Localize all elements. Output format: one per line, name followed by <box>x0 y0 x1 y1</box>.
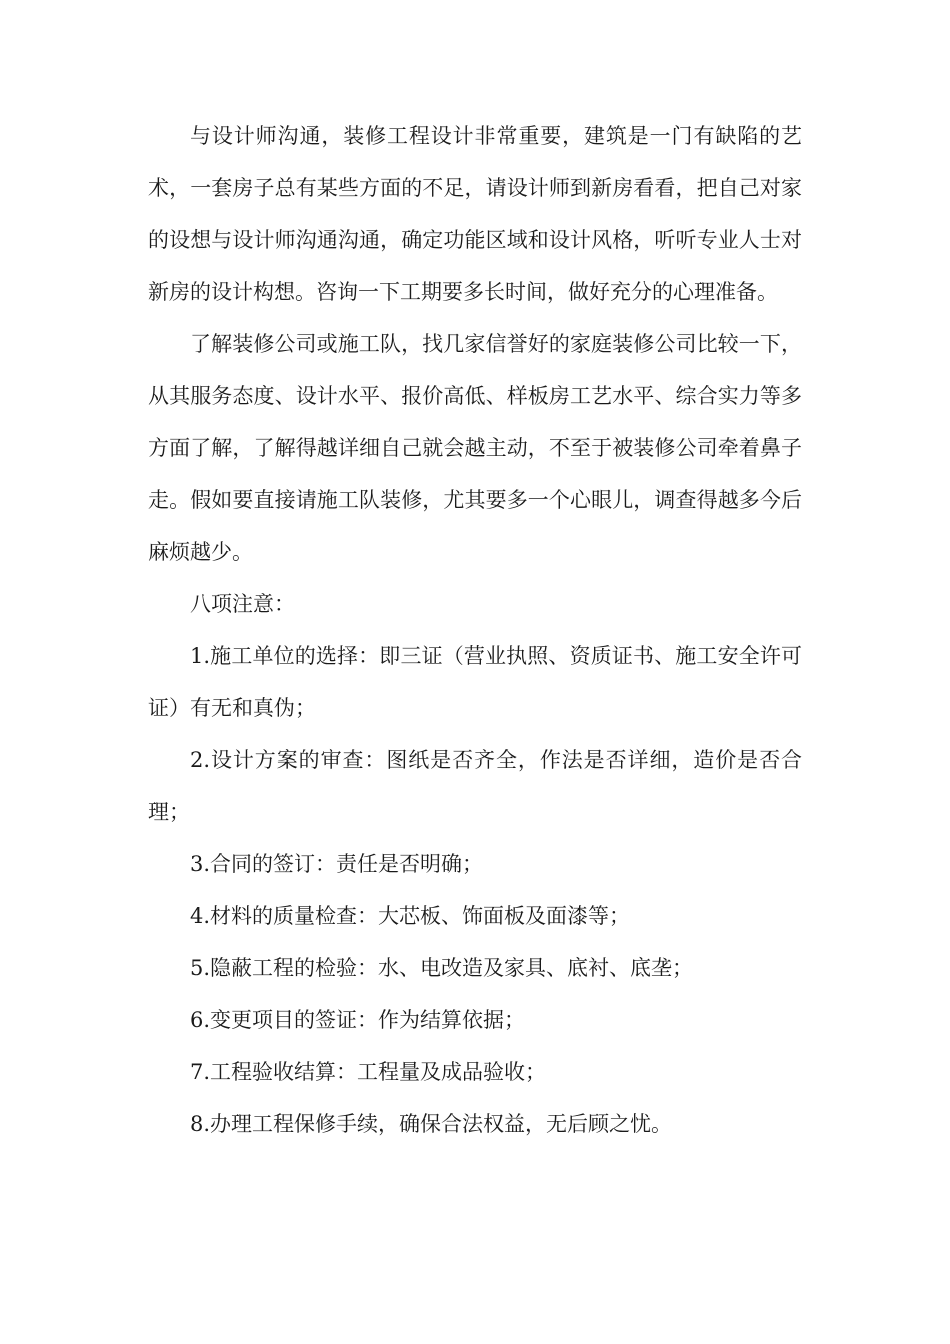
list-item-7: 7.工程验收结算：工程量及成品验收； <box>190 1060 547 1084</box>
paragraph-choose-company: 了解装修公司或施工队，找几家信誉好的家庭装修公司比较一下，从其服务态度、设计水平、报价高低、样板房工艺水平、综合实力等多方面了解，了解得越详细自己就会越主动，不至于被装修公司牵着鼻子走。假如要直接请施工队装修，尤其要多一个心眼儿，调查得越多今后麻烦越少。 <box>148 332 802 564</box>
list-item-3: 3.合同的签订：责任是否明确； <box>190 852 484 876</box>
list-item-1: 1.施工单位的选择：即三证（营业执照、资质证书、施工安全许可证）有无和真伪； <box>148 644 802 720</box>
list-item-6: 6.变更项目的签证：作为结算依据； <box>190 1008 526 1032</box>
list-item-8: 8.办理工程保修手续，确保合法权益，无后顾之忧。 <box>190 1112 673 1136</box>
paragraph-designer-communication: 与设计师沟通，装修工程设计非常重要，建筑是一门有缺陷的艺术，一套房子总有某些方面的不足，请设计师到新房看看，把自己对家的设想与设计师沟通沟通，确定功能区域和设计风格，听听专业人士对新房的设计构想。咨询一下工期要多长时间，做好充分的心理准备。 <box>148 124 802 304</box>
document-page <box>148 110 802 1150</box>
list-item-4: 4.材料的质量检查：大芯板、饰面板及面漆等； <box>190 904 631 928</box>
list-item-2: 2.设计方案的审查：图纸是否齐全，作法是否详细，造价是否合理； <box>148 748 802 824</box>
section-heading-eight-notes: 八项注意： <box>190 592 295 616</box>
list-item-5: 5.隐蔽工程的检验：水、电改造及家具、底衬、底垄； <box>190 956 694 980</box>
